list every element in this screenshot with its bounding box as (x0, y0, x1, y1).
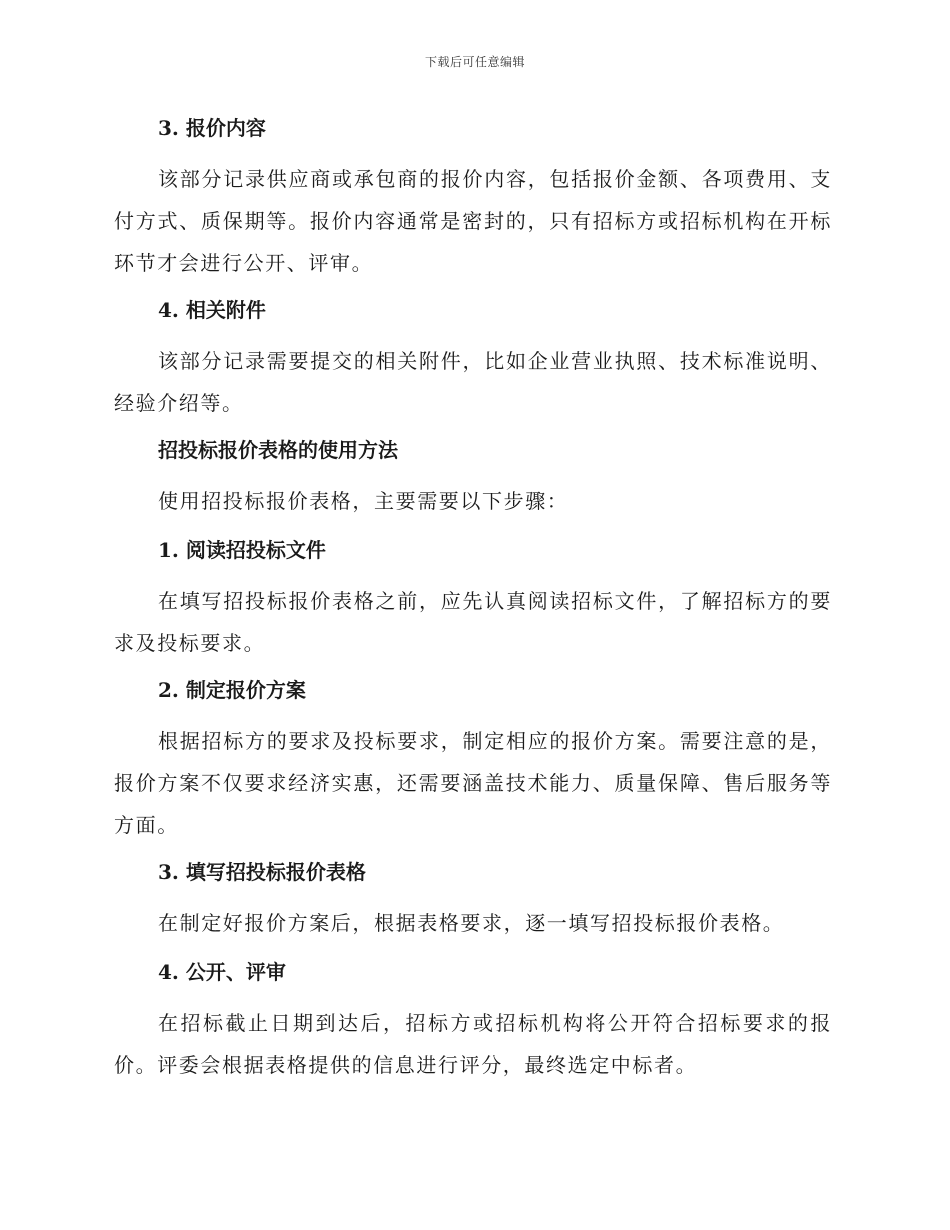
paragraph-public-review: 在招标截止日期到达后，招标方或招标机构将公开符合招标要求的报价。评委会根据表格提供的信息进行评分，最终选定中标者。 (114, 1011, 832, 1077)
page-header: 下载后可任意编辑 (424, 55, 525, 69)
paragraph-make-plan: 根据招标方的要求及投标要求，制定相应的报价方案。需要注意的是，报价方案不仅要求经济实惠，还需要涵盖技术能力、质量保障、售后服务等方面。 (114, 729, 832, 837)
section-heading-read-documents: 1. 阅读招投标文件 (158, 538, 326, 562)
paragraph-usage-intro: 使用招投标报价表格，主要需要以下步骤： (158, 489, 569, 513)
paragraph-read-documents: 在填写招投标报价表格之前，应先认真阅读招标文件，了解招标方的要求及投标要求。 (114, 589, 832, 655)
section-heading-attachments: 4. 相关附件 (158, 298, 266, 322)
paragraph-attachments: 该部分记录需要提交的相关附件，比如企业营业执照、技术标准说明、经验介绍等。 (114, 349, 832, 415)
paragraph-fill-form: 在制定好报价方案后，根据表格要求，逐一填写招投标报价表格。 (158, 911, 785, 935)
section-heading-public-review: 4. 公开、评审 (158, 960, 286, 984)
paragraph-quote-content: 该部分记录供应商或承包商的报价内容，包括报价金额、各项费用、支付方式、质保期等。报价内容通常是密封的，只有招标方或招标机构在开标环节才会进行公开、评审。 (114, 167, 832, 275)
section-heading-fill-form: 3. 填写招投标报价表格 (158, 860, 366, 884)
section-heading-usage-method: 招投标报价表格的使用方法 (158, 438, 398, 462)
section-heading-quote-content: 3. 报价内容 (158, 116, 266, 140)
document-body (114, 110, 832, 1094)
section-heading-make-plan: 2. 制定报价方案 (158, 678, 306, 702)
